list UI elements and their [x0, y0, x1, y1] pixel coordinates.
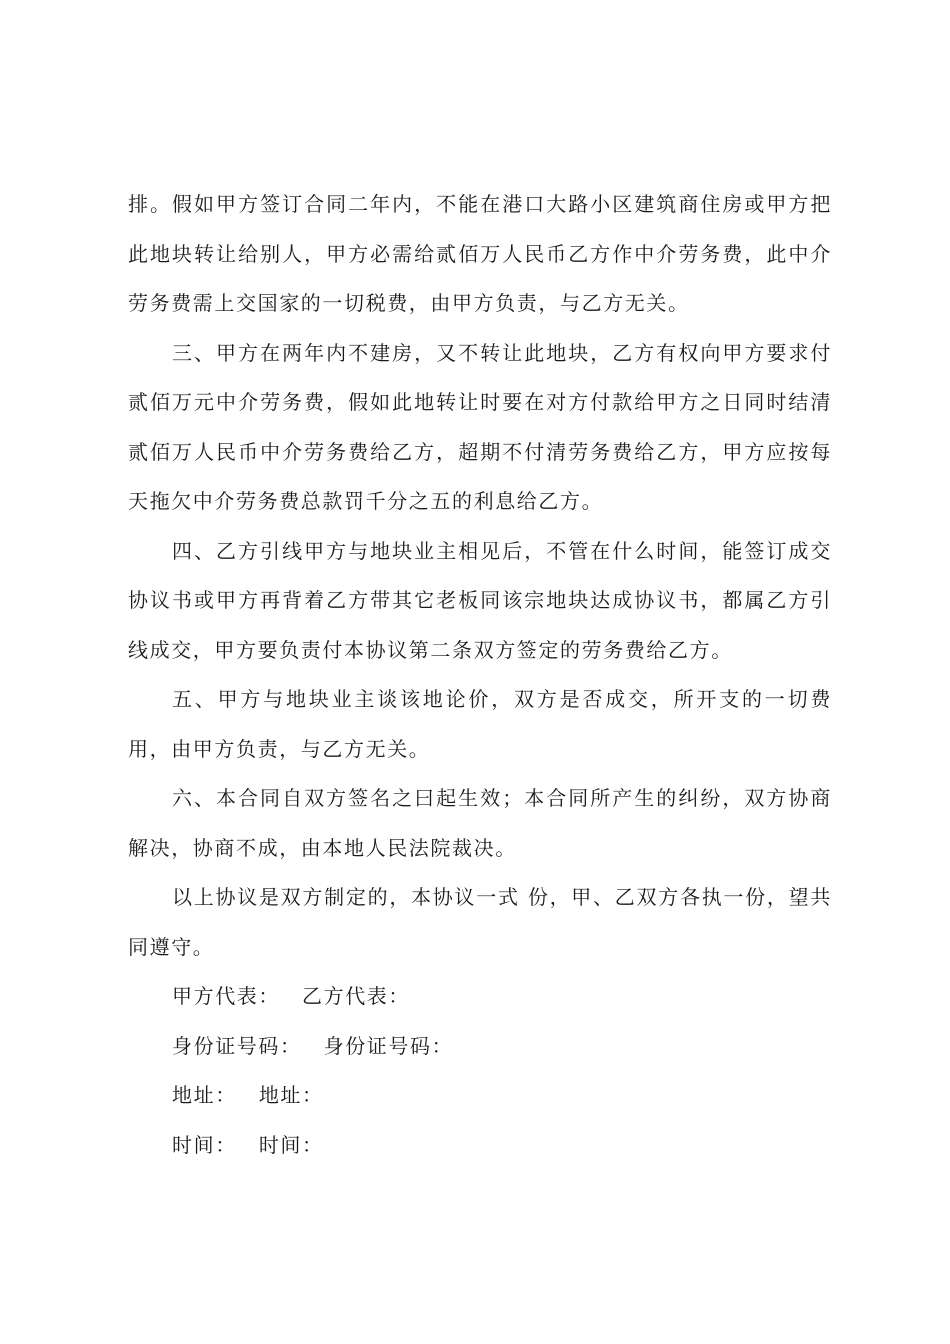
paragraph-clause-4: 四、乙方引线甲方与地块业主相见后，不管在什么时间，能签订成交协议书或甲方再背着乙方带其它老板同该宗地块达成协议书，都属乙方引线成交，甲方要负责付本协议第二条双方签定的劳务费给乙方。	[128, 538, 832, 662]
signature-representatives	[128, 972, 832, 1022]
party-b-id-label: 身份证号码：	[323, 1033, 454, 1058]
party-a-time-label: 时间：	[172, 1132, 237, 1157]
paragraph-clause-3: 三、甲方在两年内不建房，又不转让此地块，乙方有权向甲方要求付贰佰万元中介劳务费，假如此地转让时要在对方付款给甲方之日同时结清贰佰万人民币中介劳务费给乙方，超期不付清劳务费给乙方，甲方应按每天拖欠中介劳务费总款罚千分之五的利息给乙方。	[128, 340, 832, 513]
party-a-id-label: 身份证号码：	[172, 1033, 302, 1058]
signature-times	[128, 1121, 832, 1171]
paragraph-clause-6: 六、本合同自双方签名之曰起生效；本合同所产生的纠纷，双方协商解决，协商不成，由本地人民法院裁决。	[128, 786, 832, 860]
party-b-address-label: 地址：	[258, 1083, 324, 1107]
paragraph-clause-5: 五、甲方与地块业主谈该地论价，双方是否成交，所开支的一切费用，由甲方负责，与乙方无关。	[128, 687, 832, 761]
paragraph-closing: 以上协议是双方制定的，本协议一式 份，甲、乙双方各执一份，望共同遵守。	[128, 885, 832, 959]
party-b-representative-label: 乙方代表：	[302, 984, 410, 1008]
paragraph-continuation: 排。假如甲方签订合同二年内，不能在港口大路小区建筑商住房或甲方把此地块转让给别人，甲方必需给贰佰万人民币乙方作中介劳务费，此中介劳务费需上交国家的一切税费，由甲方负责，与乙方无关。	[128, 192, 832, 315]
signature-id-numbers	[128, 1022, 832, 1072]
party-a-representative-label: 甲方代表：	[172, 984, 280, 1008]
party-b-time-label: 时间：	[258, 1132, 324, 1157]
document-body	[128, 180, 832, 1170]
signature-addresses	[128, 1071, 832, 1121]
party-a-address-label: 地址：	[172, 1083, 237, 1107]
